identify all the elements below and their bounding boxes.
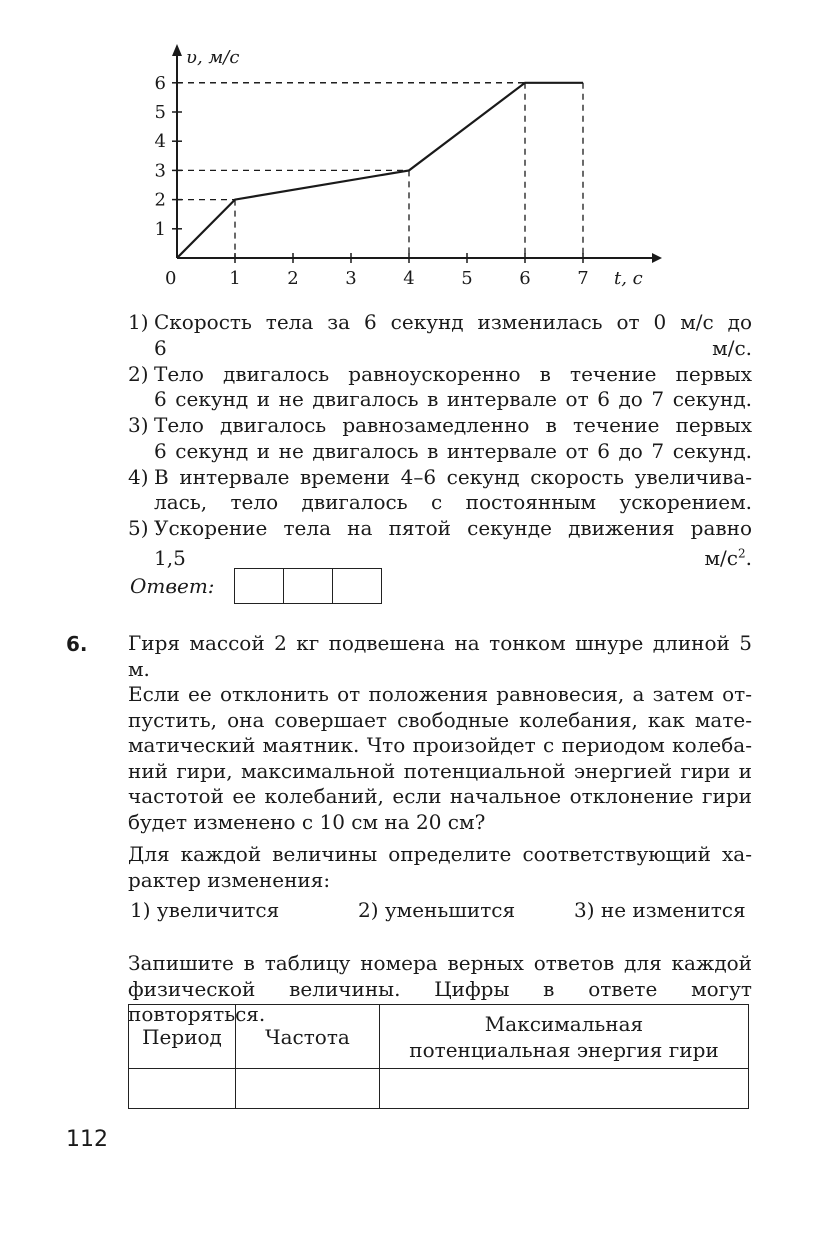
question-text: Гиря массой 2 кг подвешена на тонком шнуре длиной 5 м. Если ее отклонить от положения равновесия, а затем от- пустить, она совершает свободные колебания, как мате- матический маятник. Что произойдет с периодом колеба- ний гири, максимальной потенциальной энергией гири и частотой ее колебаний, если начальное отклонение гири будет изменено с 10 см на 20 см?: [128, 631, 752, 834]
header-period: Период: [129, 1005, 236, 1069]
dashed-guides: [177, 83, 583, 258]
answer-cell-3[interactable]: [333, 569, 381, 603]
option-2: 2) уменьшится: [358, 898, 516, 922]
table-instruction-text: Запишите в таблицу номера верных ответов для каждой физической величины. Цифры в ответе могут повторяться.: [128, 951, 752, 1026]
origin-label: 0: [165, 268, 177, 289]
chart-ticks: [155, 73, 589, 289]
answer-label: Ответ:: [130, 574, 215, 598]
answer-table: [128, 1004, 749, 1109]
statement-2: 2) Тело двигалось равноускоренно в течение первых 6 секунд и не двигалось в интервале от 6 до 7 секунд.: [128, 361, 752, 411]
x-tick-label: 6: [519, 268, 531, 289]
velocity-time-chart: [0, 0, 700, 300]
y-tick-label: 1: [154, 218, 166, 240]
option-1: 1) увеличится: [130, 898, 280, 922]
x-axis-arrow: [652, 253, 662, 263]
question-number: 6.: [66, 632, 88, 656]
statement-list: [128, 310, 752, 572]
answer-cells: [234, 568, 382, 604]
x-tick-label: 7: [577, 268, 589, 289]
x-tick-label: 5: [461, 268, 473, 289]
option-3: 3) не изменится: [574, 898, 746, 922]
cell-frequency[interactable]: [236, 1069, 380, 1109]
answer-cell-1[interactable]: [235, 569, 284, 603]
y-tick-label: 5: [154, 102, 166, 123]
x-tick-label: 4: [403, 268, 415, 289]
y-axis-label: υ, м/с: [186, 47, 240, 68]
x-tick-label: 2: [287, 268, 299, 289]
statement-1: 1) Скорость тела за 6 секунд изменилась от 0 м/с до 6 м/с.: [128, 310, 752, 360]
cell-period[interactable]: [129, 1069, 236, 1109]
chart-axes: [172, 44, 662, 263]
x-axis-label: t, с: [614, 268, 643, 289]
header-frequency: Частота: [236, 1005, 380, 1069]
cell-max-energy[interactable]: [380, 1069, 749, 1109]
statement-4: 4) В интервале времени 4–6 секунд скорость увеличива- лась, тело двигалось с постоянным ускорением.: [128, 464, 752, 514]
answer-cell-2[interactable]: [284, 569, 333, 603]
statement-5: 5) Ускорение тела на пятой секунде движения равно 1,5 $м/с^2$.: [128, 516, 752, 571]
statement-3: 3) Тело двигалось равнозамедленно в течение первых 6 секунд и не двигалось в интервале от 6 до 7 секунд.: [128, 413, 752, 463]
y-axis-arrow: [172, 44, 182, 56]
y-tick-label: 3: [154, 160, 166, 182]
y-tick-label: 4: [154, 131, 166, 153]
x-tick-label: 3: [345, 268, 357, 289]
instruction-text: Для каждой величины определите соответствующий ха- рактер изменения:: [128, 842, 752, 892]
answer-row: [130, 568, 382, 604]
y-tick-label: 2: [154, 189, 166, 211]
y-tick-label: 6: [154, 72, 166, 94]
header-max-energy: Максимальная потенциальная энергия гири: [380, 1005, 749, 1069]
x-tick-label: 1: [229, 268, 241, 289]
page-number: 112: [66, 1127, 108, 1152]
